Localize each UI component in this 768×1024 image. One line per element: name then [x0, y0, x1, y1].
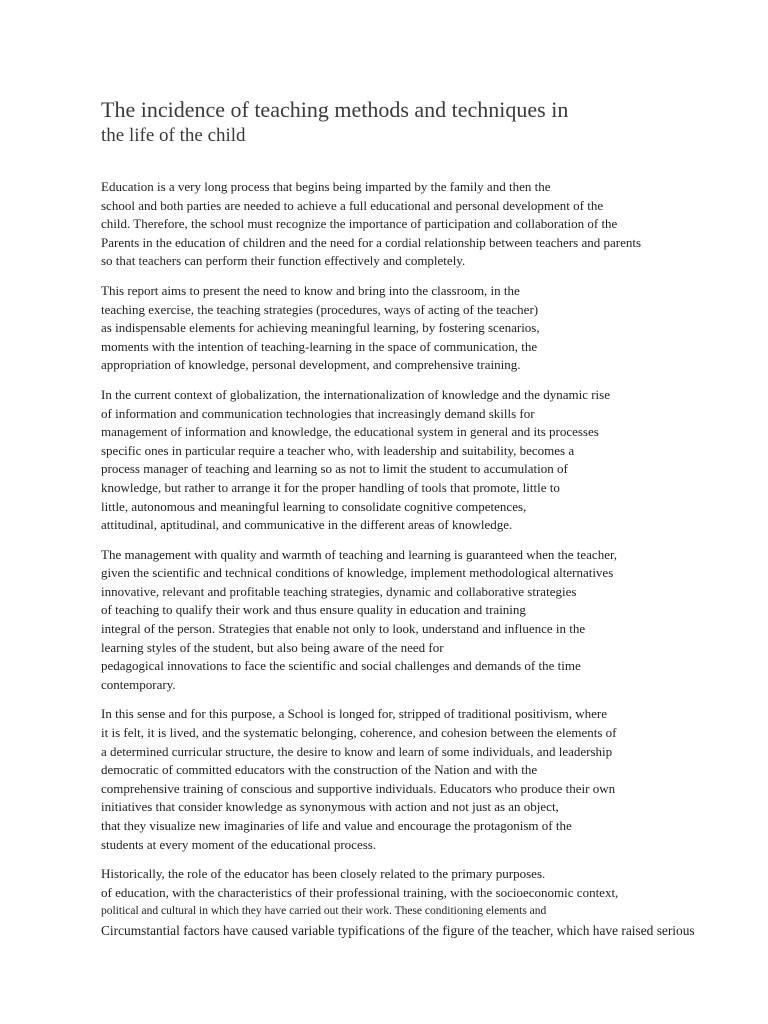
- paragraph-line: political and cultural in which they have carried out their work. These conditioning elements and: [101, 905, 547, 918]
- paragraph-5: [101, 705, 741, 854]
- paragraph-line: Historically, the role of the educator has been closely related to the primary purposes.: [101, 866, 546, 882]
- paragraph-3: [101, 386, 741, 535]
- title-line-1: The incidence of teaching methods and techniques in: [101, 97, 569, 122]
- paragraph-line: teaching exercise, the teaching strategies (procedures, ways of acting of the teacher): [101, 301, 539, 317]
- paragraph-line: management of information and knowledge, the educational system in general and its processes: [101, 424, 599, 440]
- paragraph-line: integral of the person. Strategies that enable not only to look, understand and influence in the: [101, 621, 586, 637]
- paragraph-1: [101, 178, 741, 271]
- paragraph-line: comprehensive training of conscious and supportive individuals. Educators who produce their own: [101, 780, 616, 796]
- paragraph-line: learning styles of the student, but also being aware of the need for: [101, 639, 444, 655]
- paragraph-line: initiatives that consider knowledge as synonymous with action and not just as an object,: [101, 799, 559, 815]
- paragraph-line: This report aims to present the need to know and bring into the classroom, in the: [101, 282, 520, 298]
- document-body: [101, 178, 741, 941]
- paragraph-line: little, autonomous and meaningful learning to consolidate cognitive competences,: [101, 498, 527, 514]
- paragraph-line: a determined curricular structure, the desire to know and learn of some individuals, and leadership: [101, 743, 613, 759]
- paragraph-line: Parents in the education of children and the need for a cordial relationship between teachers and parents: [101, 234, 642, 250]
- paragraph-line: that they visualize new imaginaries of life and value and encourage the protagonism of the: [101, 818, 572, 833]
- document-title: [101, 96, 741, 149]
- paragraph-line: democratic of committed educators with the construction of the Nation and with the: [101, 762, 538, 778]
- paragraph-line: The management with quality and warmth of teaching and learning is guaranteed when the teacher,: [101, 546, 618, 562]
- paragraph-6: [101, 865, 741, 941]
- paragraph-line: innovative, relevant and profitable teaching strategies, dynamic and collaborative strategies: [101, 583, 577, 599]
- paragraph-line: process manager of teaching and learning so as not to limit the student to accumulation of: [101, 461, 568, 477]
- paragraph-line: child. Therefore, the school must recognize the importance of participation and collaboration of the: [101, 216, 618, 232]
- paragraph-line: of information and communication technologies that increasingly demand skills for: [101, 405, 535, 421]
- paragraph-line: of education, with the characteristics of their professional training, with the socioeconomic context,: [101, 884, 619, 900]
- paragraph-line: attitudinal, aptitudinal, and communicative in the different areas of knowledge.: [101, 517, 513, 533]
- paragraph-line: Circumstantial factors have caused variable typifications of the figure of the teacher, which have raised serious: [101, 923, 695, 939]
- paragraph-line: students at every moment of the educational process.: [101, 836, 377, 852]
- paragraph-line: pedagogical innovations to face the scientific and social challenges and demands of the time: [101, 658, 581, 674]
- paragraph-line: so that teachers can perform their function effectively and completely.: [101, 253, 466, 269]
- paragraph-line: moments with the intention of teaching-learning in the space of communication, the: [101, 338, 538, 354]
- paragraph-line: as indispensable elements for achieving meaningful learning, by fostering scenarios,: [101, 320, 540, 336]
- title-line-2: the life of the child: [101, 125, 246, 146]
- paragraph-4: [101, 546, 741, 695]
- paragraph-line: In this sense and for this purpose, a School is longed for, stripped of traditional positivism, where: [101, 706, 608, 722]
- paragraph-line: specific ones in particular require a teacher who, with leadership and suitability, becomes a: [101, 442, 575, 458]
- paragraph-line: knowledge, but rather to arrange it for the proper handling of tools that promote, little to: [101, 479, 560, 495]
- paragraph-line: appropriation of knowledge, personal development, and comprehensive training.: [101, 357, 521, 373]
- document-page: [101, 96, 741, 952]
- paragraph-line: given the scientific and technical conditions of knowledge, implement methodological alternatives: [101, 565, 614, 581]
- paragraph-line: school and both parties are needed to achieve a full educational and personal development of the: [101, 197, 604, 213]
- paragraph-line: of teaching to qualify their work and thus ensure quality in education and training: [101, 602, 526, 618]
- paragraph-line: contemporary.: [101, 676, 176, 692]
- paragraph-line: In the current context of globalization, the internationalization of knowledge and the dynamic rise: [101, 386, 610, 402]
- paragraph-line: it is felt, it is lived, and the systematic belonging, coherence, and cohesion between the elements of: [101, 725, 617, 741]
- paragraph-2: [101, 282, 741, 375]
- paragraph-line: Education is a very long process that begins being imparted by the family and then the: [101, 179, 551, 194]
